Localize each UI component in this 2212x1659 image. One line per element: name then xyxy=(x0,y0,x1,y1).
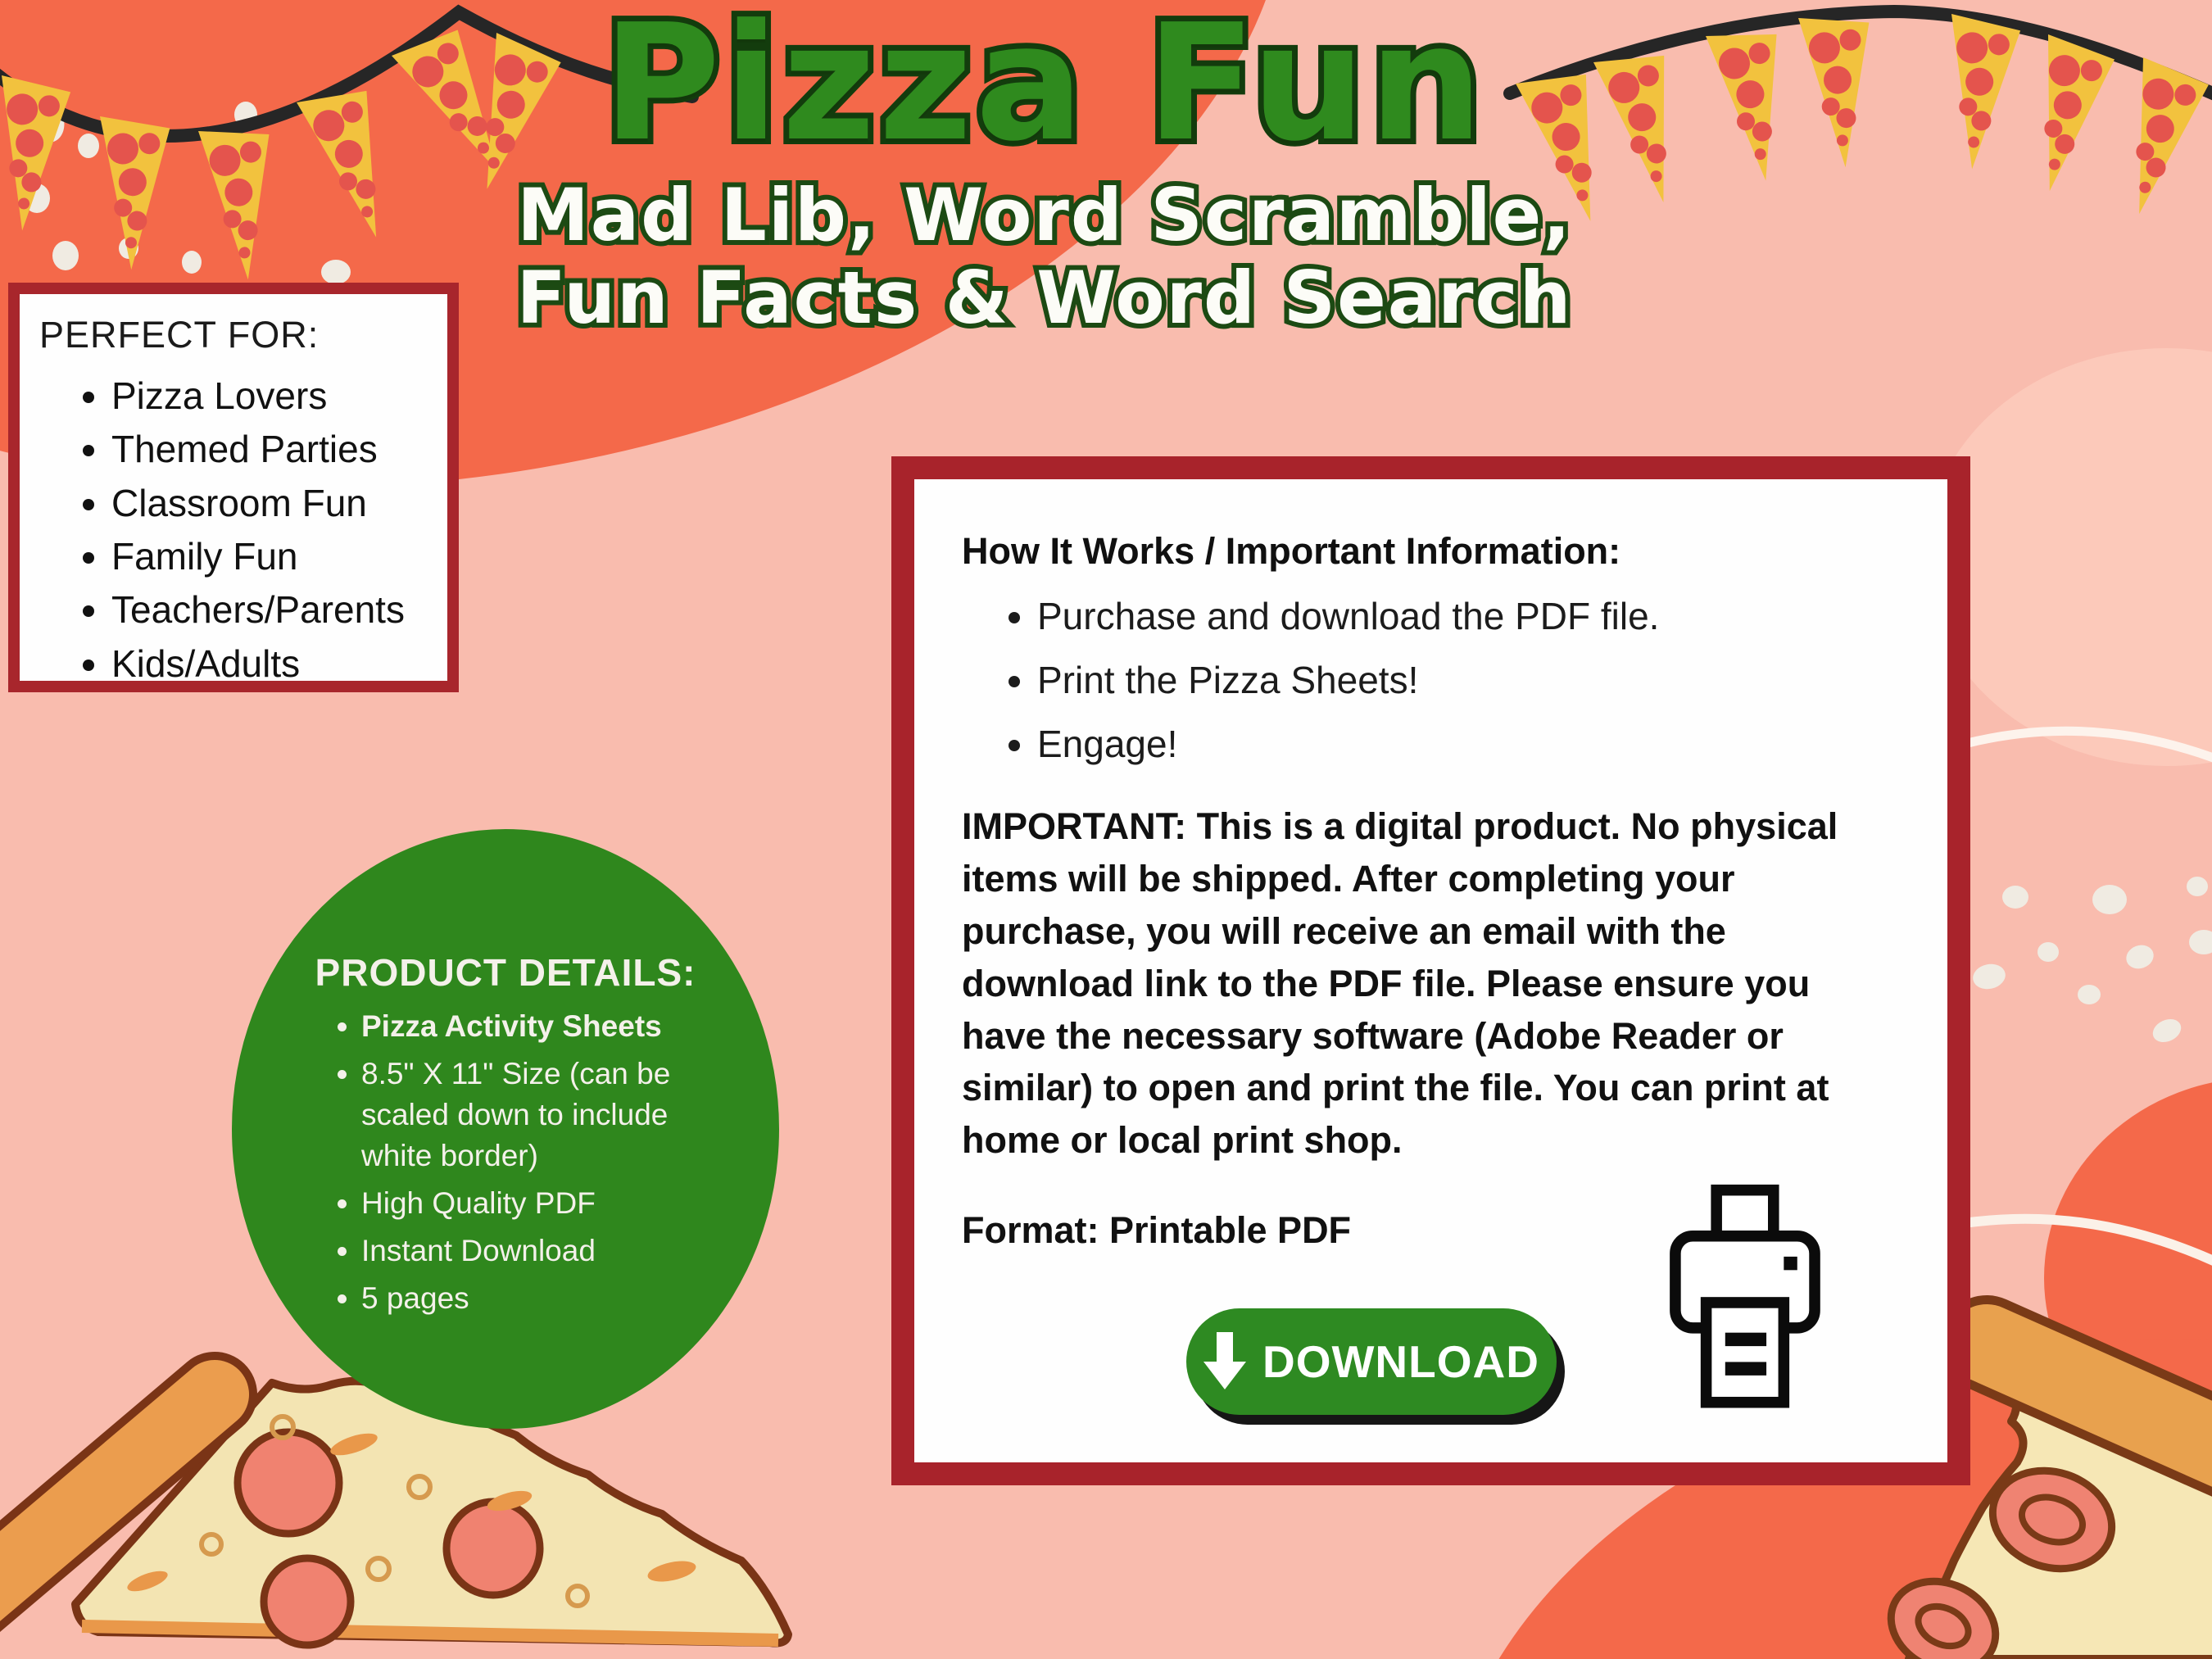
page-title: Pizza Fun xyxy=(602,0,1487,177)
list-item: • Pizza Lovers xyxy=(111,369,439,423)
subtitle-line-1: Mad Lib, Word Scramble, xyxy=(517,172,1572,257)
how-it-works-steps xyxy=(962,597,1903,763)
how-it-works-heading: How It Works / Important Information: xyxy=(962,530,1621,572)
subtitle-line-2: Fun Facts & Word Search xyxy=(516,255,1573,340)
list-item: • High Quality PDF xyxy=(361,1183,722,1224)
list-item: • 8.5" X 11" Size (can be scaled down to include white border) xyxy=(361,1054,722,1176)
list-item: • Kids/Adults xyxy=(111,637,439,691)
product-details-circle xyxy=(232,829,779,1429)
perfect-for-box xyxy=(8,283,459,692)
product-details-list xyxy=(232,1006,722,1319)
list-item: • Pizza Activity Sheets xyxy=(361,1006,722,1047)
list-item: • Classroom Fun xyxy=(111,477,439,530)
product-details-heading: PRODUCT DETAILS: xyxy=(315,951,696,994)
format-label: Format: Printable PDF xyxy=(962,1209,1352,1252)
list-item: • Themed Parties xyxy=(111,423,439,476)
perfect-for-heading: PERFECT FOR: xyxy=(39,314,320,356)
download-button[interactable] xyxy=(1186,1308,1557,1415)
how-it-works-box xyxy=(891,456,1970,1485)
list-item: • Purchase and download the PDF file. xyxy=(1037,597,1903,635)
list-item: • Instant Download xyxy=(361,1231,722,1271)
download-button-label: DOWNLOAD xyxy=(1262,1336,1539,1387)
download-arrow-icon xyxy=(1203,1332,1246,1391)
page-subtitle xyxy=(426,174,1663,339)
perfect-for-list xyxy=(39,369,439,691)
dots-right xyxy=(1970,877,2212,1046)
important-note: IMPORTANT: This is a digital product. No physical items will be shipped. After completing your purchase, you will receive an email with the download link to the PDF file. Please ensure you have the necessary software (Adobe Reader or similar) to open and print the file. You can print at home or local print shop. xyxy=(962,805,1838,1162)
list-item: • Engage! xyxy=(1037,725,1903,763)
header xyxy=(426,0,1663,339)
printer-icon xyxy=(1662,1182,1826,1420)
list-item: • Teachers/Parents xyxy=(111,583,439,637)
list-item: • Print the Pizza Sheets! xyxy=(1037,661,1903,699)
list-item: • 5 pages xyxy=(361,1278,722,1319)
list-item: • Family Fun xyxy=(111,530,439,583)
pizza-slice-bottom-left xyxy=(0,1381,788,1645)
